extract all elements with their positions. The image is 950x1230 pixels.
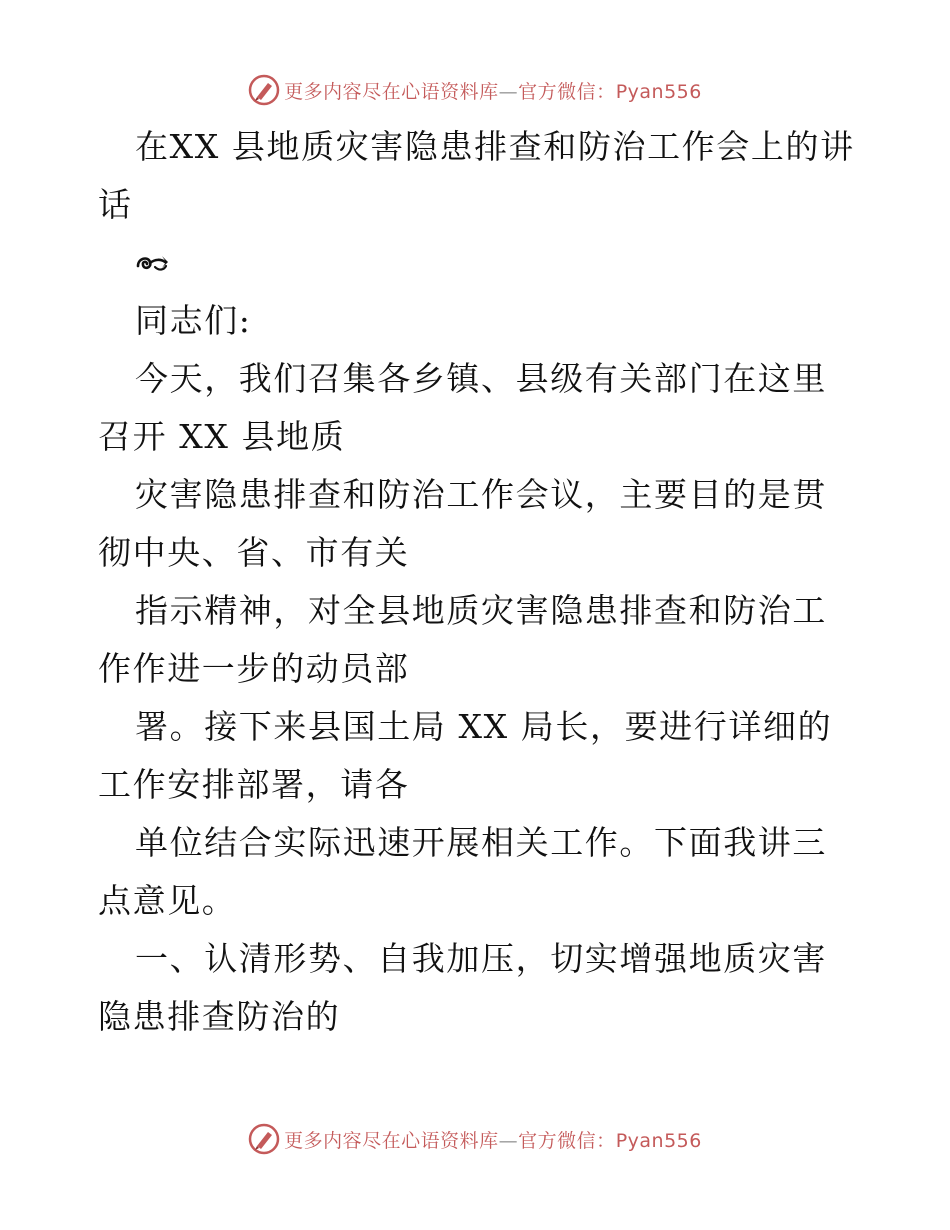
paragraph-7: 一、认清形势、自我加压，切实增强地质灾害隐患排查防治的 bbox=[98, 939, 827, 1036]
watermark-separator: — bbox=[498, 1129, 519, 1152]
pen-nib-logo-icon bbox=[248, 74, 280, 106]
paragraph-4: 指示精神，对全县地质灾害隐患排查和防治工作作进一步的动员部 bbox=[98, 591, 827, 688]
paragraph-2: 今天，我们召集各乡镇、县级有关部门在这里召开 XX 县地质 bbox=[98, 359, 827, 456]
paragraph-5: 署。接下来县国土局 XX 局长，要进行详细的工作安排部署，请各 bbox=[98, 707, 833, 804]
paragraph-1: 同志们: bbox=[135, 301, 252, 340]
paragraph-6: 单位结合实际迅速开展相关工作。下面我讲三点意见。 bbox=[98, 823, 827, 920]
watermark-main-text: 更多内容尽在心语资料库 bbox=[284, 80, 499, 103]
bottom-watermark-banner bbox=[0, 1119, 950, 1159]
fleuron-ornament-icon bbox=[135, 250, 173, 276]
watermark-main-text: 更多内容尽在心语资料库 bbox=[284, 1129, 499, 1152]
watermark-text bbox=[284, 1126, 702, 1153]
paragraph-3: 灾害隐患排查和防治工作会议，主要目的是贯彻中央、省、市有关 bbox=[98, 475, 827, 572]
watermark-tail-text: 官方微信： bbox=[518, 1129, 616, 1152]
watermark-account: Pyan556 bbox=[615, 80, 702, 103]
watermark-account: Pyan556 bbox=[615, 1129, 702, 1152]
watermark-text bbox=[284, 77, 702, 104]
top-watermark-banner bbox=[0, 70, 950, 110]
ornament-row bbox=[98, 234, 858, 292]
document-title: 在XX 县地质灾害隐患排查和防治工作会上的讲话 bbox=[98, 127, 855, 224]
pen-nib-logo-icon bbox=[248, 1123, 280, 1155]
document-body bbox=[98, 118, 858, 1046]
watermark-tail-text: 官方微信： bbox=[518, 80, 616, 103]
watermark-separator: — bbox=[498, 80, 519, 103]
